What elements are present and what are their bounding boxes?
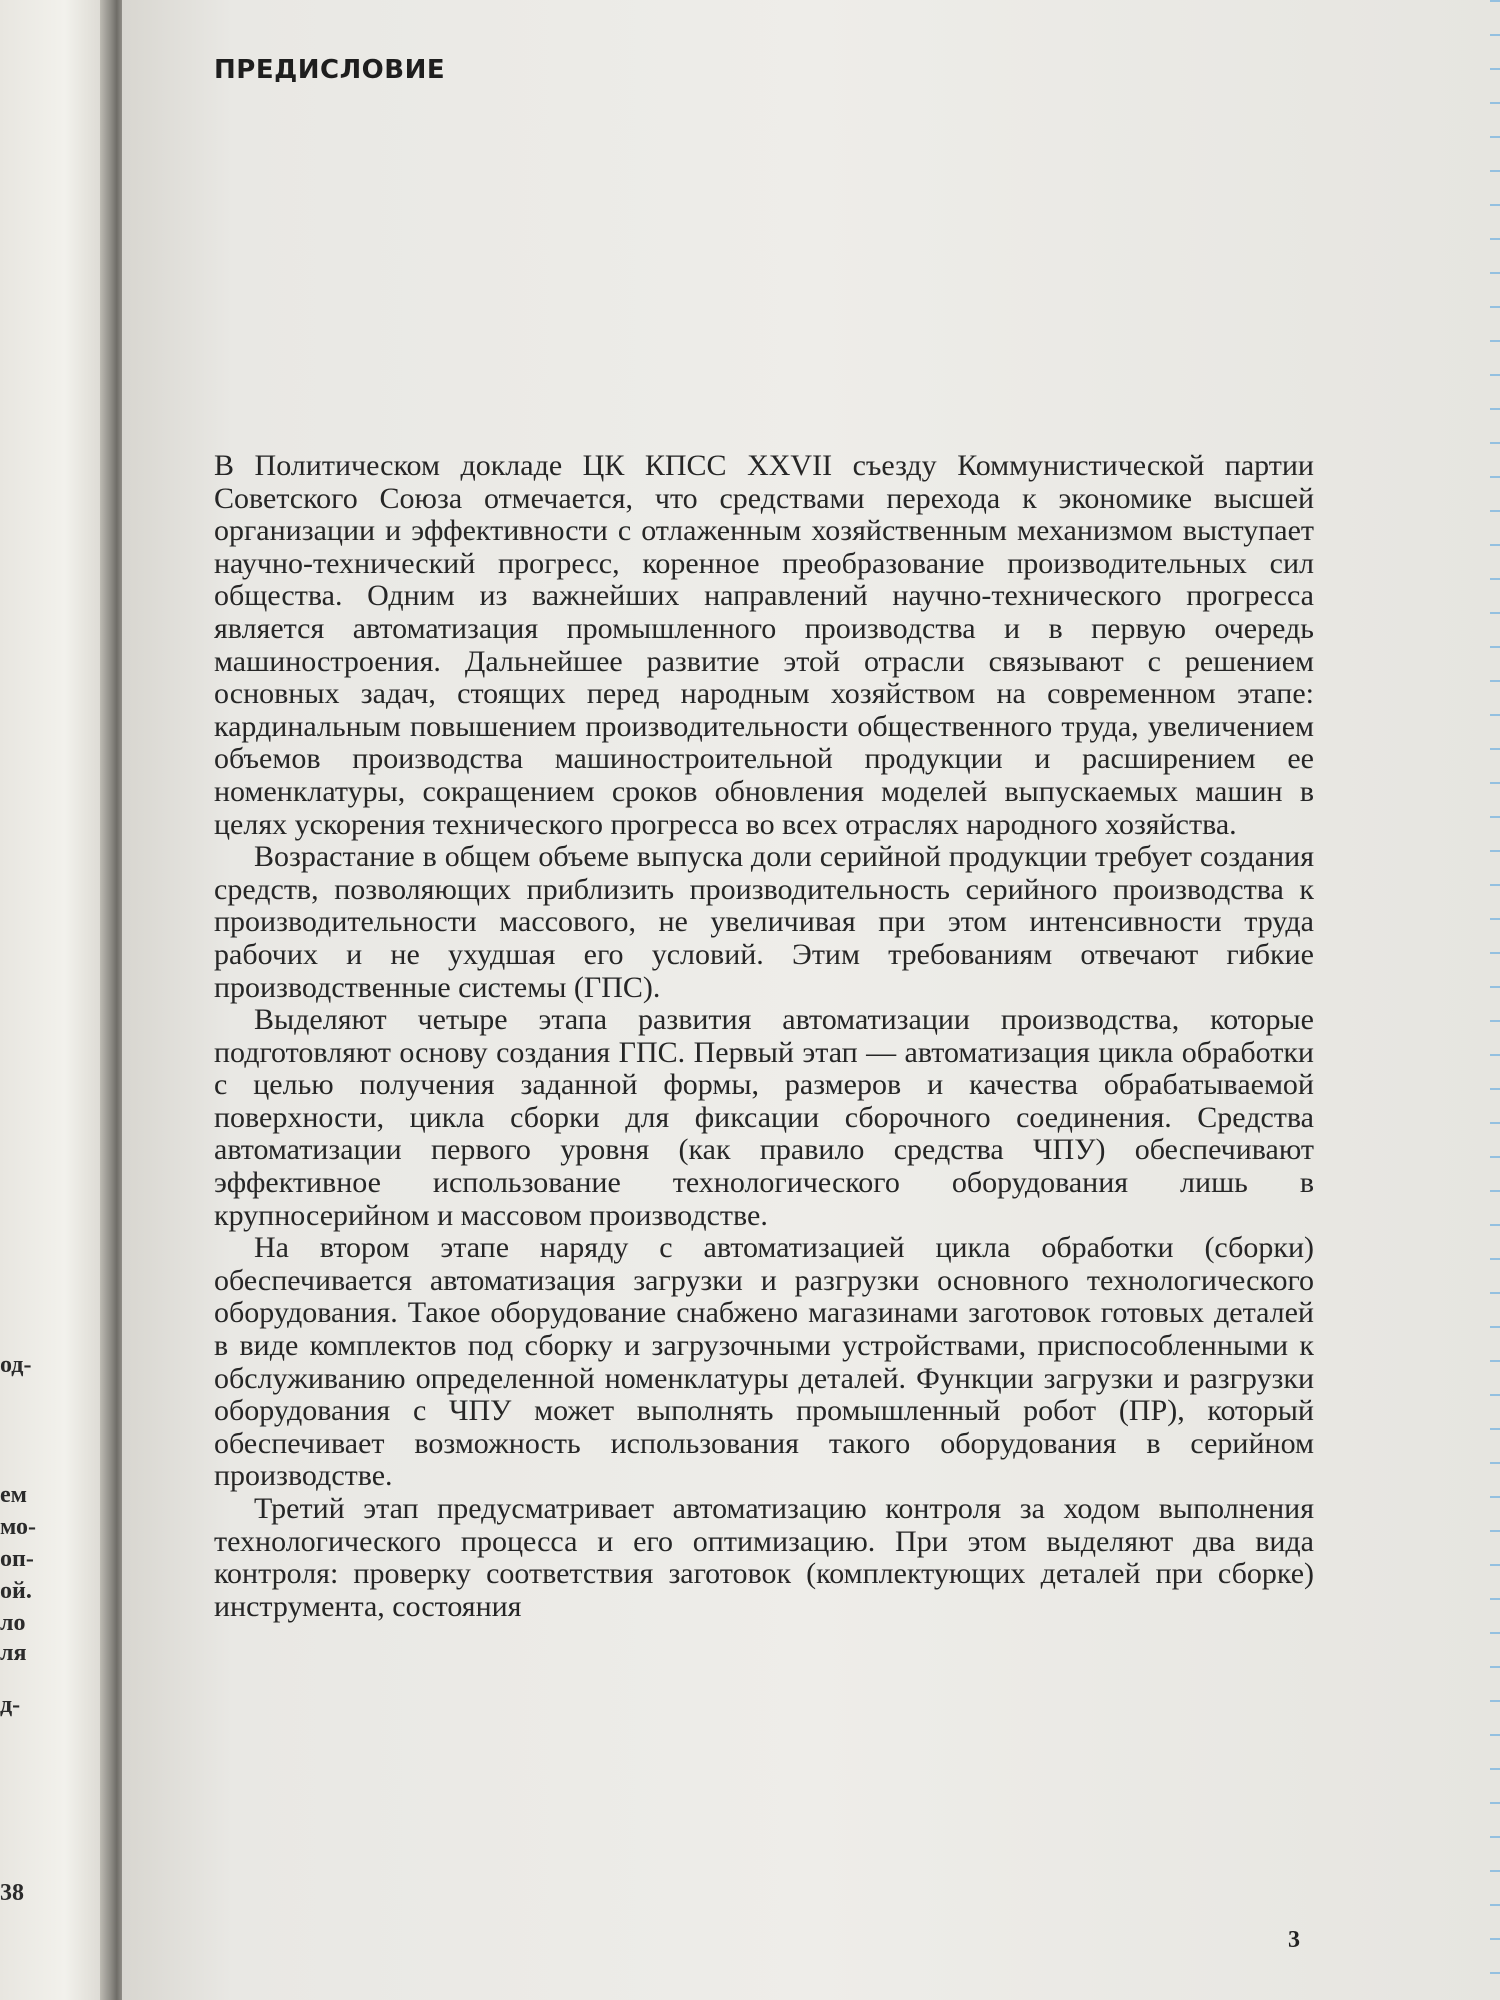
page-number: 3 [1288, 1927, 1300, 1953]
body-text [214, 450, 1314, 1623]
page-heading: ПРЕДИСЛОВИЕ [214, 55, 446, 85]
paragraph: На втором этапе наряду с автоматизацией цикла обработки (сборки) обеспечивается автоматизация загрузки и разгрузки основного технологического оборудования. Такое оборудование снабжено магазинами заготовок готовых деталей в виде комплектов под сборку и загрузочными устройствами, приспособленными к обслуживанию определенной номенклатуры деталей. Функции загрузки и разгрузки оборудования с ЧПУ может выполнять промышленный робот (ПР), который обеспечивает возможность использования такого оборудования в серийном производстве. [214, 1231, 1314, 1493]
left-page [0, 0, 108, 2000]
left-page-fragment: оп- [0, 1546, 34, 1572]
left-page-fragment: ем [0, 1482, 27, 1508]
paragraph: Третий этап предусматривает автоматизацию контроля за ходом выполнения технологического процесса и его оптимизацию. При этом выделяют два вида контроля: проверку соответствия заготовок (комплектующих деталей при сборке) инструмента, состояния [214, 1492, 1314, 1623]
page-edge-marks [1490, 0, 1500, 2000]
left-page-fragment: од- [0, 1352, 32, 1378]
right-page [122, 0, 1500, 2000]
left-page-fragment: ля [0, 1640, 27, 1666]
left-page-fragment: ло [0, 1610, 26, 1636]
paragraph: Выделяют четыре этапа развития автоматизации производства, которые подготовляют основу создания ГПС. Первый этап — автоматизация цикла обработки с целью получения заданной формы, размеров и качества обрабатываемой поверхности, цикла сборки для фиксации сборочного соединения. Средства автоматизации первого уровня (как правило средства ЧПУ) обеспечивают эффективное использование технологического оборудования лишь в крупносерийном и массовом производстве. [214, 1003, 1314, 1232]
left-page-fragment: д- [0, 1692, 21, 1718]
left-page-fragment: ой. [0, 1578, 32, 1604]
left-page-fragment: 38 [0, 1880, 24, 1906]
left-page-fragment: мо- [0, 1514, 37, 1540]
paragraph: В Политическом докладе ЦК КПСС XXVII съезду Коммунистической партии Советского Союза отмечается, что средствами перехода к экономике высшей организации и эффективности с отлаженным хозяйственным механизмом выступает научно-технический прогресс, коренное преобразование производительных сил общества. Одним из важнейших направлений научно-технического прогресса является автоматизация промышленного производства и в первую очередь машиностроения. Дальнейшее развитие этой отрасли связывают с решением основных задач, стоящих перед народным хозяйством на современном этапе: кардинальным повышением производительности общественного труда, увеличением объемов производства машиностроительной продукции и расширением ее номенклатуры, сокращением сроков обновления моделей выпускаемых машин в целях ускорения технического прогресса во всех отраслях народного хозяйства. [214, 449, 1314, 841]
paragraph: Возрастание в общем объеме выпуска доли серийной продукции требует создания средств, позволяющих приблизить производительность серийного производства к производительности массового, не увеличивая при этом интенсивности труда рабочих и не ухудшая его условий. Этим требованиям отвечают гибкие производственные системы (ГПС). [214, 840, 1314, 1004]
